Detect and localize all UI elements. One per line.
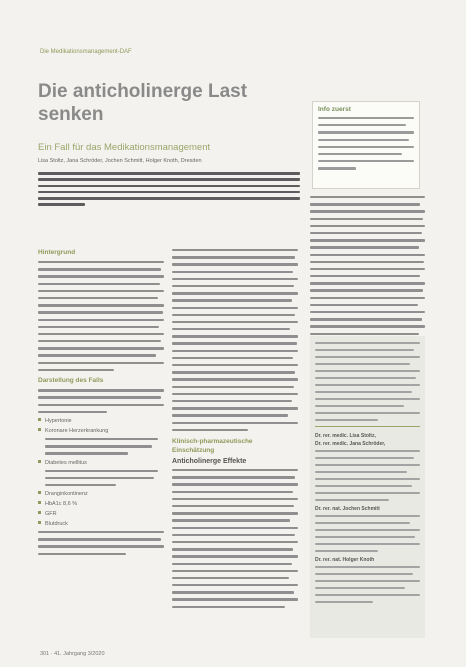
text-placeholder [315,566,420,603]
section-label: Die Medikationsmanagement-DAF [40,49,132,55]
list-item [38,521,164,527]
text-placeholder [315,450,420,501]
text-placeholder [38,531,164,555]
author-name: Dr. rer. nat. Jochen Schmitt [315,505,380,512]
text-placeholder [315,515,420,552]
list-item-label: HbA1c 8,6 % [45,501,78,508]
middle-column [172,249,298,613]
article-authors: Lisa Stoltz, Jana Schröder, Jochen Schmitt, Holger Knoth, Dresden [38,158,202,164]
author-sidebar [310,336,425,638]
info-box-heading: Info zuerst [318,106,351,113]
list-item [38,460,164,466]
list-item [38,511,164,517]
text-placeholder [172,469,298,608]
list-item-label: Hypertonie [45,417,72,424]
list-item [38,501,164,507]
author-name: Dr. rer. nat. Holger Knoth [315,556,375,563]
list-item [38,418,164,424]
article-subtitle: Ein Fall für das Medikationsmanagement [38,142,211,153]
text-placeholder [38,438,164,455]
heading-falldarstellung: Darstellung des Falls [38,377,104,385]
text-placeholder [172,249,298,431]
list-item-label: GFR [45,511,57,518]
author-name: Dr. rer. medic. Jana Schröder, [315,440,386,447]
list-item [38,491,164,497]
author-name: Dr. rer. medic. Lisa Stoltz, [315,432,376,439]
list-item-label: Diabetes mellitus [45,459,87,466]
heading-hintergrund: Hintergrund [38,249,76,256]
info-box [312,101,420,189]
diagnosis-list [38,418,164,555]
list-item-label: Dranginkontinenz [45,491,88,498]
text-placeholder [38,389,164,413]
article-title: Die anticholinerge Last senken [38,81,248,125]
subheading-anticholinerge-effekte: Anticholinerge Effekte [172,458,247,466]
heading-einschaetzung: Klinisch-pharmazeutische Einschätzung [172,438,253,455]
list-item-label: Koronare Herzerkrankung [45,427,109,434]
page-footer: 301 · 41. Jahrgang 3/2020 [40,651,105,657]
text-placeholder [315,342,420,421]
text-placeholder [38,261,164,371]
author-entry [315,433,420,501]
list-item-label: Blutdruck [45,521,68,528]
text-placeholder [318,117,414,170]
text-placeholder [38,470,164,487]
abstract [38,172,300,226]
author-entry [315,557,420,603]
left-column [38,249,164,560]
list-item [38,428,164,434]
author-entry [315,506,420,552]
